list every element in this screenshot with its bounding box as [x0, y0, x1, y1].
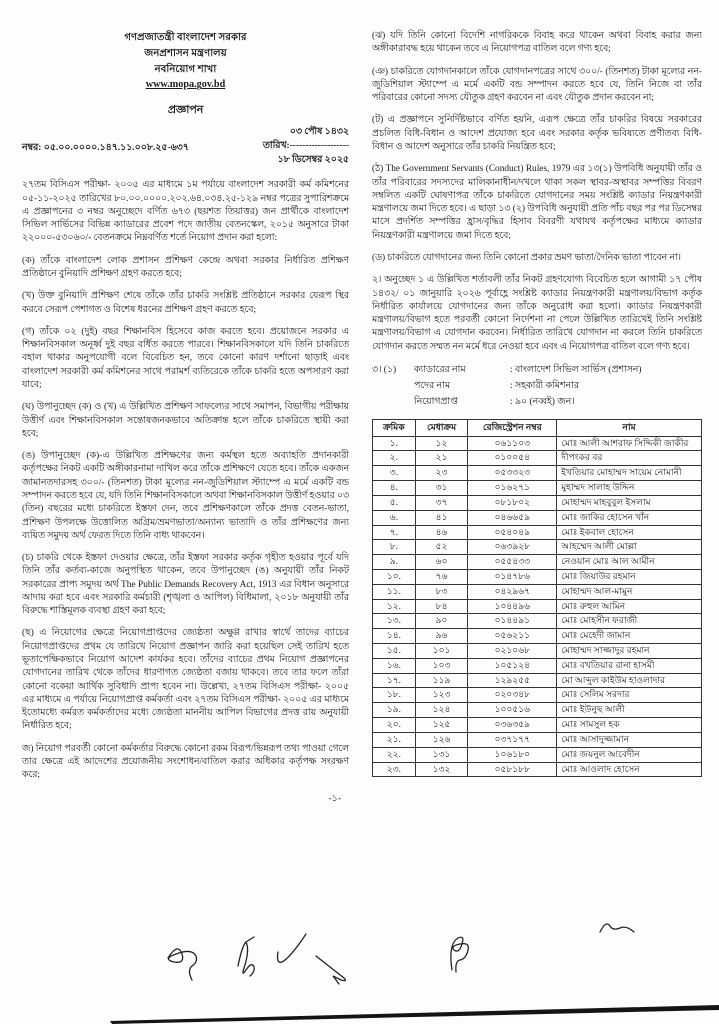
serial-cell: ৪. [373, 481, 416, 496]
registration-cell: ০৬১১০৩ [468, 436, 557, 451]
condition-jha: (ঝ) যদি তিনি কোনো বিদেশি নাগরিককে বিবাহ করে থাকেন অথবা বিবাহ করার জন্য অঙ্গীকারাবদ্ধ হয়ে থাকেন তবে এ নিয়োগপত্র বাতিল বলে গণ্য হবে; [372, 31, 702, 55]
signature-mark [600, 924, 634, 932]
right-column [372, 30, 702, 777]
serial-cell: ৭. [373, 525, 416, 540]
date-block [263, 125, 349, 167]
table-row [373, 614, 702, 629]
table-row [373, 540, 702, 555]
table-row [373, 525, 702, 540]
serial-cell: ৬. [373, 510, 416, 525]
appointed-count-value: : ৯০ (নব্বই) জন। [510, 396, 575, 407]
merit-cell: ১২৬ [415, 732, 468, 747]
name-cell: মোঃ আলী আশরাফ সিদ্দিকী জাকীর [557, 436, 702, 451]
condition-ja: জ) নিয়োগ পরবর্তী কোনো কর্মকর্তার বিরুদ্ধে কোনো রকম বিরূপ/ভিন্নরূপ তথ্য পাওয়া গেলে তার ক্ষেত্রে এই আদেশের প্রয়োজনীয় সংশোধন/বাতিল করার অধিকার কর্তৃপক্ষ সংরক্ষণ করে; [22, 743, 349, 781]
table-row [373, 599, 702, 614]
serial-cell: ১৪. [373, 629, 416, 644]
page-number: -১- [328, 793, 341, 804]
signature-mark [168, 949, 197, 980]
table-row [373, 510, 702, 525]
merit-cell: ১২৫ [415, 718, 468, 733]
serial-cell: ১৯. [373, 703, 416, 718]
registration-cell: ০৩৬৩৫৯ [468, 718, 557, 733]
condition-da: (ড) চাকরিতে যোগদানের জন্য তিনি কোনো প্রকার ভ্রমণ ভাতা/দৈনিক ভাতা পাবেন না। [372, 252, 681, 263]
condition-gha: (ঘ) উপানুচ্ছেদ (ক) ও (খ) এ উল্লিখিত প্রশিক্ষণ সাফল্যের সাথে সমাপন, বিভাগীয় পরীক্ষায় উত্তীর্ণ এবং শিক্ষানবিসকাল সন্তোষজনকভাবে অতিক্রান্ত হলে তাঁকে চাকরিতে স্থায়ী করা হবে; [22, 402, 349, 439]
name-cell: মুহাম্মদ সালাহ উদ্দিন [557, 481, 702, 496]
serial-cell: ১. [373, 436, 416, 451]
merit-cell: ১২৪ [415, 703, 468, 718]
name-cell: মোঃ বখতিয়ার রানা হাসমী [557, 658, 702, 673]
memo-date-block [22, 125, 349, 167]
date-label: তারিখ:------------------- [262, 141, 349, 152]
signature-mark [238, 937, 254, 976]
merit-cell: ১৩১ [415, 747, 468, 762]
table-row [373, 466, 702, 481]
condition-nio: (ঞ) চাকরিতে যোগদানকালে তাঁকে যোগদানপত্রের সাথে ৩০০/- (তিনশত) টাকা মূল্যের নন-জুডিশিয়াল স্ট্যাম্পে এ মর্মে একটি বন্ড সম্পাদন করতে হবে যে, তিনি নিজে বা তাঁর পরিবারের কোনো সদস্য যৌতুক গ্রহণ করবেন না এবং যৌতুক প্রদান করবেন না; [372, 66, 702, 104]
serial-cell: ১১. [373, 584, 416, 599]
table-row [373, 747, 702, 762]
serial-cell: ২. [373, 451, 416, 466]
cadre-name-row [414, 363, 702, 379]
name-cell: মোঃ সামসুল হক [557, 718, 702, 733]
doc-type-title: প্রজ্ঞাপন [167, 104, 204, 117]
condition-tha: (ঠ) The Government Servants (Conduct) Rules, 1979 এর ১৩(১) উপবিধি অনুযায়ী তাঁর ও তাঁর পরিবারের সদস্যদের মালিকানাধীন/দখলে থাকা সকল স্থাবর-অস্থাবর সম্পত্তির বিবরণ সম্বলিত একটি ঘোষণাপত্র তাঁকে চাকরিতে যোগদানের সময় সংশ্লিষ্ট ক্যাডার নিয়ন্ত্রণকারী মন্ত্রণালয়ে জমা দিতে হবে। এ ছাড়া ১৩ (২) উপবিধি অনুযায়ী প্রতি পাঁচ বছর পর পর ডিসেম্বর মাসে প্রদর্শিত সম্পত্তির হ্রাস/বৃদ্ধির হিসাব বিবরণী যথাযথ কর্তৃপক্ষের মাধ্যমে ক্যাডার নিয়ন্ত্রণকারী মন্ত্রণালয়ে জমা দিতে হবে; [372, 164, 702, 241]
table-row [373, 436, 702, 451]
name-cell: মোঃ মেহেদী জামান [557, 629, 702, 644]
registration-cell: ০২১০৬৮ [468, 644, 557, 659]
condition-uno: (ঙ) উপানুচ্ছেদ (ক)-এ উল্লিখিত প্রশিক্ষণের জন্য কর্মস্থল হতে অব্যাহতি প্রদানকারী কর্তৃপক্ষের নিকট একটি অঙ্গীকারনামা দাখিল করে তাঁকে প্রশিক্ষণে যেতে হবে। তাঁকে একজন জামানতদারসহ ৩০০/- (তিনশত) টাকা মূল্যের নন-জুডিশিয়াল স্ট্যাম্পে এ মর্মে একটি বন্ড সম্পাদন করতে হবে যে, যদি তিনি শিক্ষানবিসকালে অথবা শিক্ষানবিসকাল উত্তীর্ণ হওয়ার ০৩ (তিন) বছরের মধ্যে চাকরিতে ইস্তফা দেন, তবে প্রশিক্ষণকালে তাঁকে প্রদত্ত বেতন-ভাতা, প্রশিক্ষণ উপলক্ষে উত্তোলিত অগ্রিম/ভ্রমণভাতা/অন্যান্য ভাতাদি ও তাঁর প্রশিক্ষণের জন্য ব্যয়িত সমুদয় অর্থ ফেরত দিতে তিনি বাধ্য থাকবেন। [22, 451, 349, 541]
serial-cell: ১০. [373, 569, 416, 584]
table-row [373, 718, 702, 733]
signature-marks [168, 924, 634, 984]
condition-ga: (গ) তাঁকে ০২ (দুই) বছর শিক্ষানবিস হিসেবে কাজ করতে হবে। প্রয়োজনে সরকার এ শিক্ষানবিসকাল অনূর্ধ্ব দুই বছর বর্ধিত করতে পারবে। শিক্ষানবিসকালে যদি তিনি চাকরিতে বহাল থাকার অনুপযোগী বলে বিবেচিত হন, তবে কোনো কারণ দর্শানো ছাড়াই এবং বাংলাদেশ সরকারী কর্ম কমিশনের সাথে পরামর্শ ব্যতিরেকে তাঁকে চাকরি হতে অপসারণ করা যাবে; [22, 326, 349, 390]
merit-cell: ৫২ [415, 540, 468, 555]
registration-cell: ০১৬২৭১ [468, 481, 557, 496]
date-bengali-calendar: ০৩ পৌষ ১৪৩২ [289, 126, 349, 137]
registration-cell: ১০৫১২৪ [468, 658, 557, 673]
name-cell: মো আব্দুল কাইউম হাওলাদার [557, 673, 702, 688]
registration-cell: ০১০০৫৪ [468, 451, 557, 466]
cadre-name-value: : বাংলাদেশ সিভিল সার্ভিস (প্রশাসন) [510, 364, 642, 375]
merit-cell: ৮৪ [415, 599, 468, 614]
post-name-row [414, 379, 702, 395]
serial-cell: ১৭. [373, 673, 416, 688]
name-cell: মোহাম্মদ মাহবুবুল ইসলাম [557, 495, 702, 510]
condition-ka: (ক) তাঁকে বাংলাদেশ লোক প্রশাসন প্রশিক্ষণ কেন্দ্রে অথবা সরকার নির্ধারিত প্রশিক্ষণ প্রতিষ্ঠানে বুনিয়াদি প্রশিক্ষণ গ্রহণ করতে হবে; [22, 255, 349, 279]
scan-edge-line [110, 1005, 719, 1024]
registration-cell: ০৫৫৪৩৩ [468, 555, 557, 570]
registration-header: রেজিস্ট্রেশন নম্বর [468, 419, 557, 436]
merit-cell: ১৩২ [415, 762, 468, 777]
website-link: www.mopa.gov.bd [145, 79, 226, 91]
table-row [373, 658, 702, 673]
name-cell: মোঃ রুহুল আমিন [557, 599, 702, 614]
serial-header: ক্রমিক [373, 419, 416, 436]
condition-ta: (ট) এ প্রজ্ঞাপনে সুনির্দিষ্টভাবে বর্ণিত হয়নি, এরূপ ক্ষেত্রে তাঁর চাকরির বিষয়ে সরকারের প্রচলিত বিধি-বিধান ও আদেশ প্রযোজ্য হবে এবং সরকার কর্তৃক ভবিষ্যতে প্রণীতব্য বিধি-বিধান ও আদেশ অনুসারে তাঁর চাকরি নিয়ন্ত্রিত হবে; [372, 115, 702, 152]
table-header-row [373, 419, 702, 436]
name-cell: মোঃ আসাদুজ্জামান [557, 732, 702, 747]
table-row [373, 703, 702, 718]
registration-cell: ১০৪৪৯৬ [468, 599, 557, 614]
serial-cell: ২১. [373, 732, 416, 747]
roster-body [373, 436, 702, 777]
name-cell: মোঃ ইউনুছ আলী [557, 703, 702, 718]
merit-cell: ১২ [415, 436, 468, 451]
post-name-value: : সহকারী কমিশনার [510, 380, 579, 391]
date-gregorian: ১৮ ডিসেম্বর ২০২৫ [277, 155, 349, 166]
serial-cell: ৫. [373, 495, 416, 510]
serial-cell: ২৩. [373, 762, 416, 777]
merit-header: মেধাক্রম [415, 419, 468, 436]
serial-cell: ১৬. [373, 658, 416, 673]
name-cell: মোঃ সেলিম সরদার [557, 688, 702, 703]
name-cell: মোঃ জিয়াউর রহমান [557, 569, 702, 584]
table-row [373, 732, 702, 747]
signature-mark [278, 934, 307, 962]
appointed-count-label: নিয়োগপ্রাপ্ত [414, 396, 458, 407]
section-title: নবনিয়োগ শাখা [154, 63, 217, 75]
memo-number-line [22, 140, 189, 155]
merit-cell: ৬০ [415, 555, 468, 570]
name-cell: মোহাম্মদ সাজ্জাদুর রহমান [557, 644, 702, 659]
registration-cell: ০৫৮১৮৮ [468, 762, 557, 777]
merit-cell: ৭৬ [415, 569, 468, 584]
name-header: নাম [557, 419, 702, 436]
merit-cell: ৪৬ [415, 525, 468, 540]
name-cell: ইখতিয়ার মোহাম্মদ সায়েম নোমানী [557, 466, 702, 481]
serial-cell: ১২. [373, 599, 416, 614]
table-row [373, 451, 702, 466]
table-row [373, 762, 702, 777]
registration-cell: ০৫৪০৪৯ [468, 525, 557, 540]
serial-cell: ১৫. [373, 644, 416, 659]
name-cell: মোঃ জাকির হোসেন খাঁন [557, 510, 702, 525]
registration-cell: ০৪৬৬৫৯ [468, 510, 557, 525]
serial-cell: ৩. [373, 466, 416, 481]
serial-cell: ৯. [373, 555, 416, 570]
registration-cell: ১২৯২৫৫ [468, 673, 557, 688]
registration-cell: ০১৪৪৯১ [468, 614, 557, 629]
registration-cell: ০৪২৯৬৭ [468, 584, 557, 599]
clause-2-paragraph: ২। অনুচ্ছেদ ১ এ উল্লিখিত শর্তাবলী তাঁর নিকট গ্রহণযোগ্য বিবেচিত হলে আগামী ১৭ পৌষ ১৪৩২/ ০১ জানুয়ারি ২০২৬ পূর্বাহ্ণে সংশ্লিষ্ট ক্যাডার নিয়ন্ত্রণকারী মন্ত্রণালয়/বিভাগ কর্তৃক নির্ধারিত কার্যালয়ে যোগদানের জন্য তাঁকে অনুরোধ করা হলো। ক্যাডার নিয়ন্ত্রণকারী মন্ত্রণালয়/বিভাগ হতে পরবর্তী কোনো নির্দেশনা না পেলে উল্লিখিত তারিখেই তিনি সংশ্লিষ্ট মন্ত্রণালয়/বিভাগ এ যোগদান করবেন। নির্ধারিত তারিখে যোগদান না করলে তিনি চাকরিতে যোগদান করতে সম্মত নন মর্মে ধরে নেওয়া হবে এবং এ নিয়োগপত্র বাতিল বলে গণ্য হবে। [372, 275, 702, 352]
name-cell: মোঃ আওলাদ হোসেন [557, 762, 702, 777]
post-name-label: পদের নাম [414, 380, 451, 391]
registration-cell: ১০০৫১৬ [468, 703, 557, 718]
registration-cell: ০২০৩৪৮ [468, 688, 557, 703]
table-row [373, 495, 702, 510]
name-cell: নেওয়ান মোঃ আল আমীন [557, 555, 702, 570]
name-cell: আহম্মেদ আলী মোল্লা [557, 540, 702, 555]
merit-cell: ৯৬ [415, 629, 468, 644]
table-row [373, 673, 702, 688]
merit-cell: ৩৭ [415, 495, 468, 510]
memo-number: ০৫.০০.০০০০.১৪৭.১১.০০৮.২৫-৬৩৭ [43, 142, 189, 153]
ministry-title: জনপ্রশাসন মন্ত্রণালয় [144, 47, 227, 59]
serial-cell: ২২. [373, 747, 416, 762]
table-row [373, 629, 702, 644]
intro-paragraph: ২৭তম বিসিএস পরীক্ষা- ২০০৫ এর মাধ্যমে ১ম পর্যায়ে বাংলাদেশ সরকারী কর্ম কমিশনের ০৫-১১-২০২৫ তারিখের ৮০.০০.০০০০.২০২.৬৪.০৩৪.২৫-১২৯ নম্বর পত্রের সুপারিশক্রমে এ প্রজ্ঞাপনের ৩ নম্বর অনুচ্ছেদে বর্ণিত ৬৭৩ (ছয়শত তিয়াত্তর) জন প্রার্থীকে বাংলাদেশ সিভিল সার্ভিসের বিভিন্ন ক্যাডারের প্রবেশ পদে জাতীয় বেতনস্কেল, ২০১৫ অনুসারে টাকা ২২০০০-৫৩০৬০/- বেতনক্রমে নিম্নবর্ণিত শর্তে নিয়োগ প্রদান করা হলো: [22, 180, 349, 244]
memo-label: নম্বর: [22, 142, 42, 153]
merit-cell: ১০১ [415, 644, 468, 659]
table-row [373, 569, 702, 584]
merit-cell: ১২৩ [415, 688, 468, 703]
name-cell: মোঃ জয়নুল আবেদীন [557, 747, 702, 762]
registration-cell: ০৫৩৩২৩ [468, 466, 557, 481]
name-cell: মোহাম্মদ আল-মামুন [557, 584, 702, 599]
name-cell: দীপংকর বর [557, 451, 702, 466]
name-cell: মোঃ ইকবাল হোসেন [557, 525, 702, 540]
registration-cell: ১০৬১৮০ [468, 747, 557, 762]
condition-cha: (চ) চাকরি থেকে ইস্তফা দেওয়ার ক্ষেত্রে, তাঁর ইস্তফা সরকার কর্তৃক গৃহীত হওয়ার পূর্বে যদি তিনি তাঁর কর্তব্য-কাজে অনুপস্থিত থাকেন, তবে উপানুচ্ছেদ (ঙ) অনুযায়ী তাঁর নিকট সরকারের প্রাপ্য সমুদয় অর্থ The Public Demands Recovery Act, 1913 এর বিধান অনুসারে আদায় করা হবে এবং সরকারি কর্মচারী (শৃঙ্খলা ও আপিল) বিধিমালা, ২০১৮ অনুযায়ী তাঁর বিরুদ্ধে শাস্তিমূলক ব্যবস্থা গ্রহণ করা হবে; [22, 553, 349, 617]
serial-cell: ১৩. [373, 614, 416, 629]
registration-cell: ০৬৩৯২৮ [468, 540, 557, 555]
serial-cell: ১৮. [373, 688, 416, 703]
table-row [373, 481, 702, 496]
serial-cell: ২০. [373, 718, 416, 733]
government-title: গণপ্রজাতন্ত্রী বাংলাদেশ সরকার [124, 32, 247, 43]
condition-kha: (খ) উক্ত বুনিয়াদি প্রশিক্ষণ শেষে তাঁকে তাঁর চাকরি সংশ্লিষ্ট প্রতিষ্ঠানে সরকার যেরূপ স্থির করবে সেরূপ পেশাগত ও বিশেষ ধরনের প্রশিক্ষণ গ্রহণ করতে হবে; [22, 291, 349, 315]
left-column [22, 30, 349, 807]
merit-cell: ৩১ [415, 481, 468, 496]
signature-mark [451, 937, 468, 972]
registration-cell: ০৩৭১৭৭ [468, 732, 557, 747]
serial-cell: ৮. [373, 540, 416, 555]
merit-cell: ৮৩ [415, 584, 468, 599]
cadre-name-label: ক্যাডারের নাম [414, 364, 466, 375]
table-row [373, 644, 702, 659]
document-header [22, 30, 349, 119]
table-row [373, 555, 702, 570]
table-row [373, 688, 702, 703]
merit-cell: ২১ [415, 451, 468, 466]
merit-cell: ৪১ [415, 510, 468, 525]
merit-cell: ২৩ [415, 466, 468, 481]
condition-chha: (ছ) এ নিয়োগের ক্ষেত্রে নিয়োগপ্রাপ্তদের জ্যেষ্ঠতা অক্ষুণ্ণ রাখার স্বার্থে তাদের ব্যাচের নিয়োগপ্রাপ্তদের প্রথম যে তারিখে নিয়োগ প্রজ্ঞাপন জারি করা হয়েছিল সেই তারিখ হতে ভূতাপেক্ষিকভাবে নিয়োগ আদেশ কার্যকর হবে। তাঁদের ব্যাচের প্রথম নিয়োগ প্রজ্ঞাপনের যোগদানের তারিখ থেকে তাঁদের ধারণাগত জ্যেষ্ঠতা বজায় থাকবে। তবে তার ফলে তাঁরা কোনো বকেয়া আর্থিক সুবিধাদি প্রাপ্য হবেন না। উল্লেখ্য, ২৭তম বিসিএস পরীক্ষা- ২০০৫ এর মাধ্যমে এ পর্যায়ে নিয়োগপ্রাপ্ত কর্মকর্তা এবং ২৭তম বিসিএস পরীক্ষা- ২০০৫ এর মাধ্যমে ইতোমধ্যে কর্মরত কর্মকর্তাদের মধ্যে জ্যেষ্ঠতা মাননীয় আপিল বিভাগের প্রদত্ত রায় অনুযায়ী নির্ধারিত হবে; [22, 628, 349, 732]
signature-mark [316, 956, 345, 984]
registration-cell: ০৫৬২১১ [468, 629, 557, 644]
registration-cell: ০১৪৭৮৬ [468, 569, 557, 584]
merit-cell: ১১৯ [415, 673, 468, 688]
appointed-count-row [414, 395, 702, 411]
appointee-roster-table [372, 419, 702, 778]
table-row [373, 584, 702, 599]
registration-cell: ০৮১৮০২ [468, 495, 557, 510]
clause-3-block [372, 363, 702, 411]
merit-cell: ৯০ [415, 614, 468, 629]
name-cell: মোঃ মোহসীন ফরাজী [557, 614, 702, 629]
merit-cell: ১০৩ [415, 658, 468, 673]
clause-3-number: ৩। (১) [372, 364, 397, 375]
